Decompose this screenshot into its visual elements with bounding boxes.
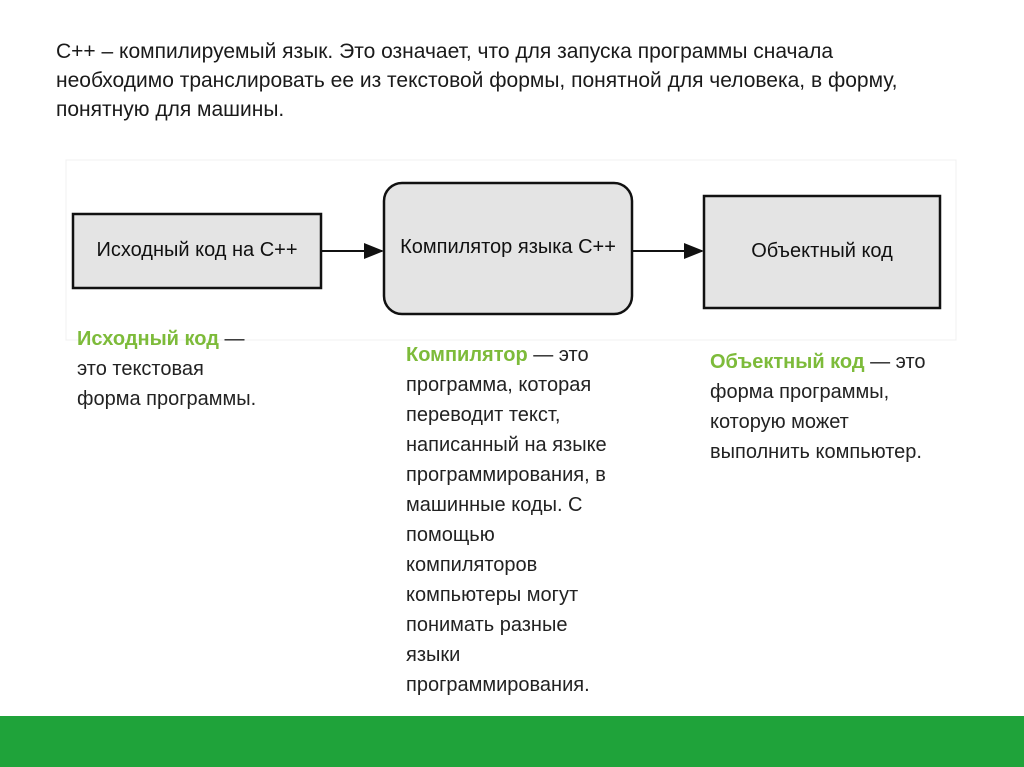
object-code-description-line3: которую может [710,411,849,433]
compiler-description-line: программирования. [406,674,590,696]
object-code-description-line2: форма программы, [710,381,890,403]
source-code-box-label: Исходный код на С++ [96,239,298,261]
object-code-description-line4: выполнить компьютер. [710,441,922,463]
compiler-description-line: языки [406,644,461,666]
compiler-description-line: переводит текст, [406,404,561,426]
compiler-description-line1: Компилятор — это [406,344,589,366]
compiler-description-line: программа, которая [406,374,592,396]
intro-paragraph: C++ – компилируемый язык. Это означает, что для запуска программы сначала необходимо транслировать ее из текстовой формы, понятной для человека, в форму, понятную для машины. [56,40,898,121]
compiler-description-line: помощью [406,524,495,546]
source-code-description [77,324,357,414]
compiler-box-label: Компилятор языка С++ [400,236,616,258]
object-code-description-line1: Объектный код — это [710,351,926,373]
footer-bar [0,716,1024,767]
compiler-description-line: машинные коды. С [406,494,583,516]
object-code-box-label: Объектный код [751,240,893,262]
compiler-description-line: компиляторов [406,554,538,576]
source-code-term: Исходный код [77,328,219,350]
source-code-description-line1: Исходный код — [77,328,245,350]
compiler-description [406,340,686,700]
compiler-description-line: программирования, в [406,464,606,486]
object-code-description [710,347,1010,467]
source-code-description-line2: это текстовая [77,358,204,380]
compiler-description-line: понимать разные [406,614,568,636]
source-code-description-line3: форма программы. [77,388,257,410]
compiler-term: Компилятор [406,344,528,366]
compiler-description-line: написанный на языке [406,434,607,456]
object-code-term: Объектный код [710,351,865,373]
compiler-description-line: компьютеры могут [406,584,579,606]
